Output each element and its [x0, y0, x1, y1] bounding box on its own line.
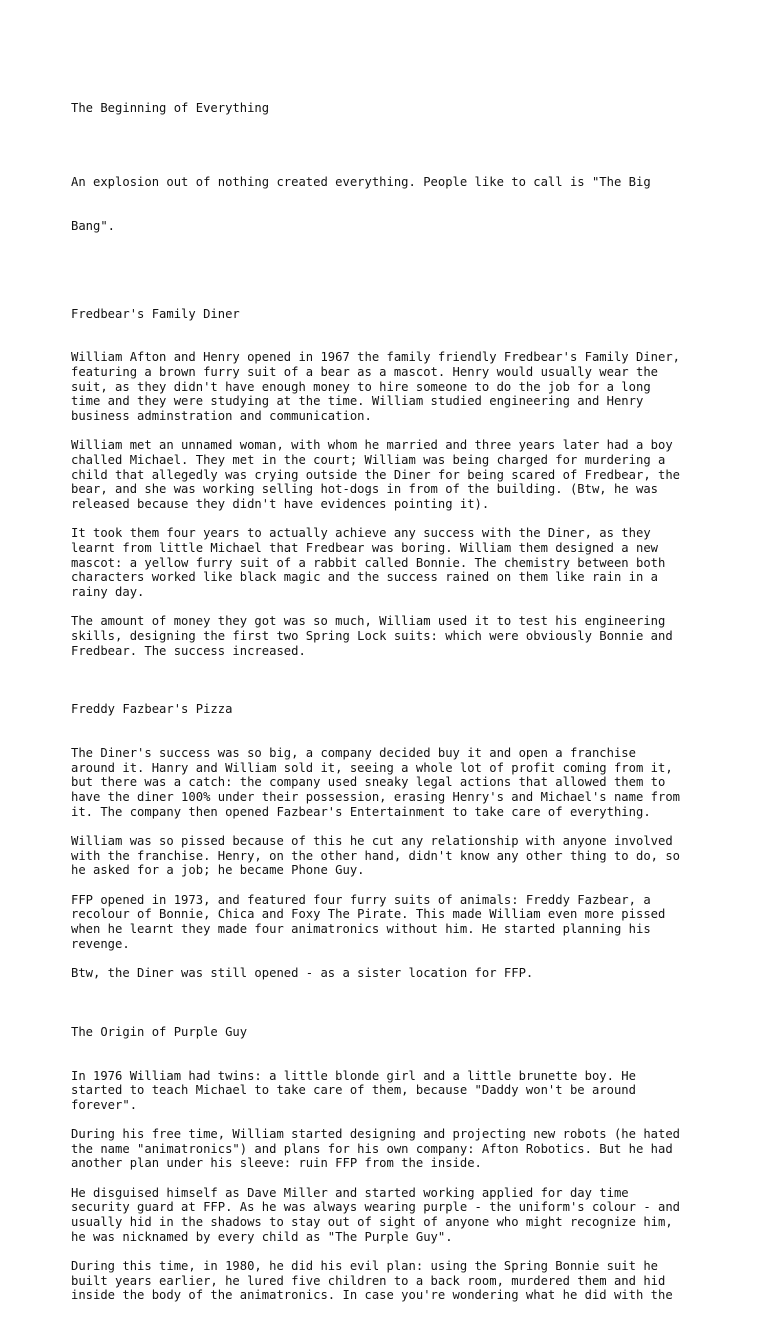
text-line: mascot: a yellow furry suit of a rabbit called Bonnie. The chemistry between both [71, 555, 666, 570]
text-line: FFP opened in 1973, and featured four furry suits of animals: Freddy Fazbear, a [71, 892, 651, 907]
text-line: with the franchise. Henry, on the other hand, didn't know any other thing to do, so [71, 848, 681, 863]
text-line: Bang". [71, 218, 116, 233]
heading-beginning-of-everything: The Beginning of Everything [71, 101, 270, 116]
paragraph-gap [71, 1171, 711, 1186]
paragraph [71, 614, 711, 658]
text-line: but there was a catch: the company used sneaky legal actions that allowed them to [71, 775, 666, 790]
paragraph [71, 438, 711, 511]
text-line: challed Michael. They met in the court; William was being charged for murdering a [71, 453, 666, 468]
text-line: William Afton and Henry opened in 1967 the family friendly Fredbear's Family Diner, [71, 350, 681, 365]
text-line: inside the body of the animatronics. In case you're wondering what he did with the [71, 1288, 673, 1303]
paragraph [71, 746, 711, 819]
paragraph-gap [71, 600, 711, 615]
text-line: released because they didn't have evidences pointing it). [71, 497, 490, 512]
text-line: In 1976 William had twins: a little blonde girl and a little brunette boy. He [71, 1068, 636, 1083]
heading-freddy-fazbears-pizza: Freddy Fazbear's Pizza [71, 702, 233, 717]
text-line: when he learnt they made four animatronics without him. He started planning his [71, 921, 651, 936]
paragraph-gap [71, 512, 711, 527]
text-line: built years earlier, he lured five children to a back room, murdered them and hid [71, 1273, 666, 1288]
text-line: forever". [71, 1097, 138, 1112]
text-line: During his free time, William started designing and projecting new robots (he hated [71, 1127, 681, 1142]
text-line: Fredbear. The success increased. [71, 643, 306, 658]
section-purple [71, 1069, 711, 1303]
text-line: William was so pissed because of this he cut any relationship with anyone involved [71, 834, 673, 849]
text-line: usually hid in the shadows to stay out of sight of anyone who might recognize him, [71, 1215, 673, 1230]
text-line: business adminstration and communication. [71, 409, 372, 424]
paragraph-gap [71, 1244, 711, 1259]
text-line: The Diner's success was so big, a company decided buy it and open a franchise [71, 746, 636, 761]
heading-fredbears-family-diner: Fredbear's Family Diner [71, 306, 240, 321]
paragraph [71, 350, 711, 423]
paragraph-gap [71, 951, 711, 966]
text-line: have the diner 100% under their possession, erasing Henry's and Michael's name from [71, 790, 681, 805]
text-line: characters worked like black magic and the success rained on them like rain in a [71, 570, 658, 585]
text-line: he asked for a job; he became Phone Guy. [71, 863, 365, 878]
text-line: the name "animatronics") and plans for his own company: Afton Robotics. But he had [71, 1141, 673, 1156]
text-line: The amount of money they got was so much, William used it to test his engineering [71, 614, 666, 629]
text-line: security guard at FFP. As he was always wearing purple - the uniform's colour - and [71, 1200, 681, 1215]
text-line: learnt from little Michael that Fredbear was boring. William them designed a new [71, 540, 658, 555]
text-line: recolour of Bonnie, Chica and Foxy The Pirate. This made William even more pissed [71, 907, 666, 922]
text-line: skills, designing the first two Spring Lock suits: which were obviously Bonnie and [71, 628, 673, 643]
text-line: rainy day. [71, 584, 145, 599]
text-line: featuring a brown furry suit of a bear as a mascot. Henry would usually wear the [71, 365, 658, 380]
paragraph-gap [71, 878, 711, 893]
text-line: William met an unnamed woman, with whom he married and three years later had a boy [71, 438, 673, 453]
paragraph [71, 1127, 711, 1171]
paragraph [71, 1186, 711, 1245]
text-line: An explosion out of nothing created everything. People like to call is "The Big [71, 174, 651, 189]
text-line: around it. Hanry and William sold it, seeing a whole lot of profit coming from it, [71, 760, 673, 775]
beginning-text [71, 145, 711, 262]
text-line: time and they were studying at the time. William studied engineering and Henry [71, 394, 644, 409]
text-line: revenge. [71, 936, 130, 951]
paragraph-gap [71, 819, 711, 834]
text-line: It took them four years to actually achieve any success with the Diner, as they [71, 526, 651, 541]
text-line: started to teach Michael to take care of them, because "Daddy won't be around [71, 1083, 636, 1098]
paragraph [71, 1069, 711, 1113]
section-freddy [71, 746, 711, 980]
heading-origin-of-purple-guy: The Origin of Purple Guy [71, 1024, 248, 1039]
text-line: bear, and she was working selling hot-dogs in from of the building. (Btw, he was [71, 482, 658, 497]
text-line: he was nicknamed by every child as "The Purple Guy". [71, 1229, 453, 1244]
paragraph [71, 966, 711, 981]
paragraph [71, 1259, 711, 1303]
text-line: another plan under his sleeve: ruin FFP from the inside. [71, 1156, 482, 1171]
text-line: it. The company then opened Fazbear's Entertainment to take care of everything. [71, 804, 651, 819]
paragraph [71, 526, 711, 599]
text-line: During this time, in 1980, he did his evil plan: using the Spring Bonnie suit he [71, 1259, 658, 1274]
paragraph-gap [71, 424, 711, 439]
paragraph-gap [71, 1113, 711, 1128]
paragraph [71, 834, 711, 878]
text-line: child that allegedly was crying outside the Diner for being scared of Fredbear, the [71, 467, 681, 482]
text-line: Btw, the Diner was still opened - as a sister location for FFP. [71, 965, 534, 980]
document-body [71, 72, 711, 1332]
text-line: He disguised himself as Dave Miller and started working applied for day time [71, 1185, 629, 1200]
text-line: suit, as they didn't have enough money to hire someone to do the job for a long [71, 379, 651, 394]
paragraph [71, 893, 711, 952]
section-fredbear [71, 350, 711, 658]
